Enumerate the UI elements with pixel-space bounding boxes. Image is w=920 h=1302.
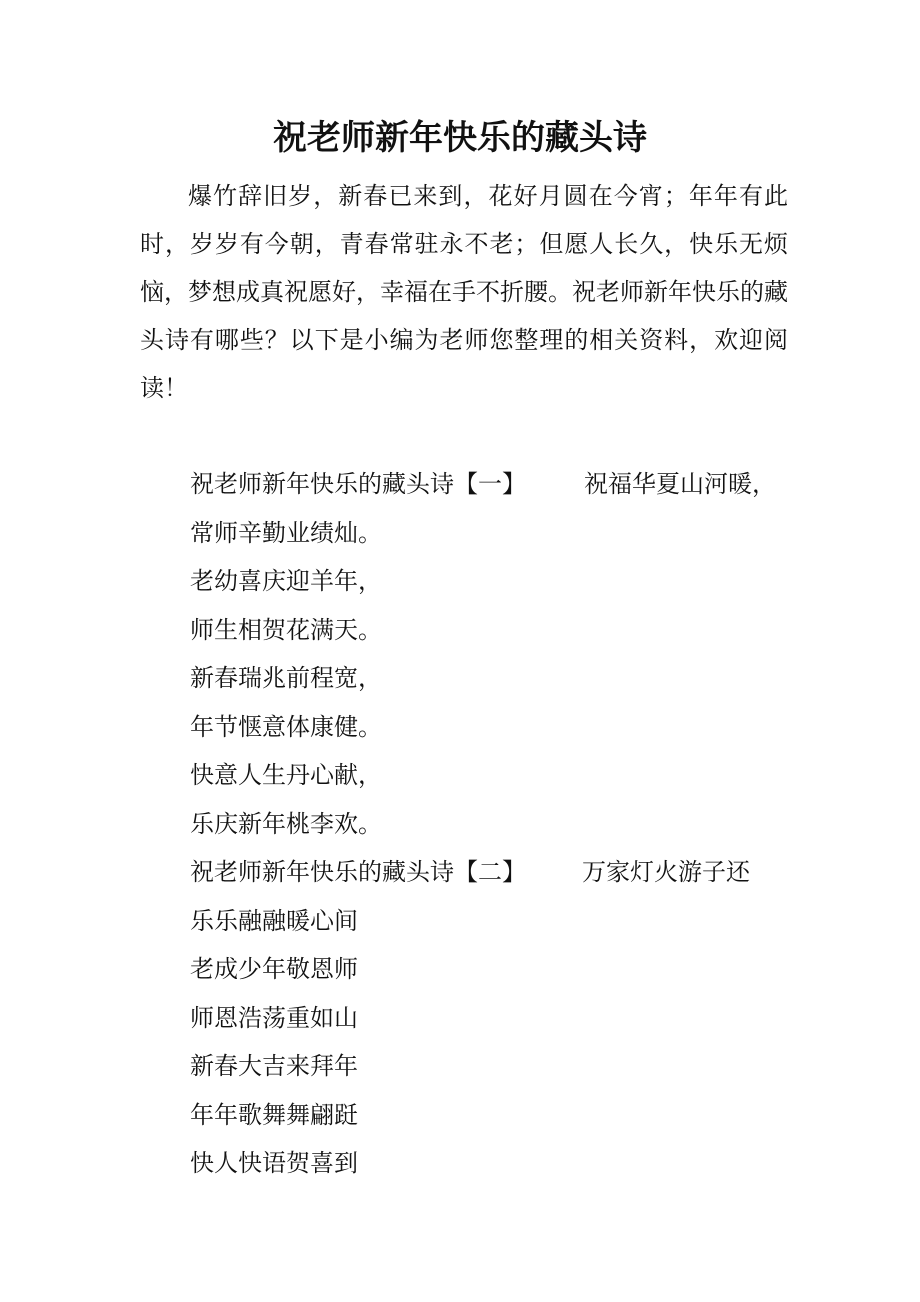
poem-line: 乐庆新年桃李欢。 [190, 809, 382, 838]
poem-line: 老幼喜庆迎羊年， [190, 567, 382, 595]
poem-line: 师生相贺花满天。 [190, 615, 382, 644]
document-title: 祝老师新年快乐的藏头诗 [273, 118, 647, 158]
poem-body [190, 460, 850, 1188]
poem-line: 年节惬意体康健。 [190, 712, 382, 741]
poem-line: 乐乐融融暖心间 [190, 906, 358, 935]
poem-line: 快意人生丹心献， [190, 761, 382, 789]
section-two-first-line: 万家灯火游子还 [582, 858, 750, 886]
section-one-first-line: 祝福华夏山河暖， [584, 470, 776, 498]
poem-line: 常师辛勤业绩灿。 [190, 518, 382, 547]
poem-line: 老成少年敬恩师 [190, 955, 358, 983]
poem-line: 师恩浩荡重如山 [190, 1003, 358, 1032]
poem-line: 年年歌舞舞翩跹 [190, 1100, 358, 1129]
section-two-heading-line [190, 848, 850, 897]
section-two-heading: 祝老师新年快乐的藏头诗【二】 [190, 858, 526, 886]
section-one-heading: 祝老师新年快乐的藏头诗【一】 [190, 470, 526, 498]
poem-line: 快人快语贺喜到 [190, 1149, 358, 1177]
poem-line: 新春瑞兆前程宽， [190, 664, 382, 692]
section-one-heading-line [190, 460, 850, 509]
intro-paragraph: 爆竹辞旧岁，新春已来到，花好月圆在今宵；年年有此时，岁岁有今朝，青春常驻永不老；但愿人长久，快乐无烦恼，梦想成真祝愿好，幸福在手不折腰。祝老师新年快乐的藏头诗有哪些？以下是小编为老师您整理的相关资料，欢迎阅读！ [140, 182, 788, 402]
poem-line: 新春大吉来拜年 [190, 1052, 358, 1080]
